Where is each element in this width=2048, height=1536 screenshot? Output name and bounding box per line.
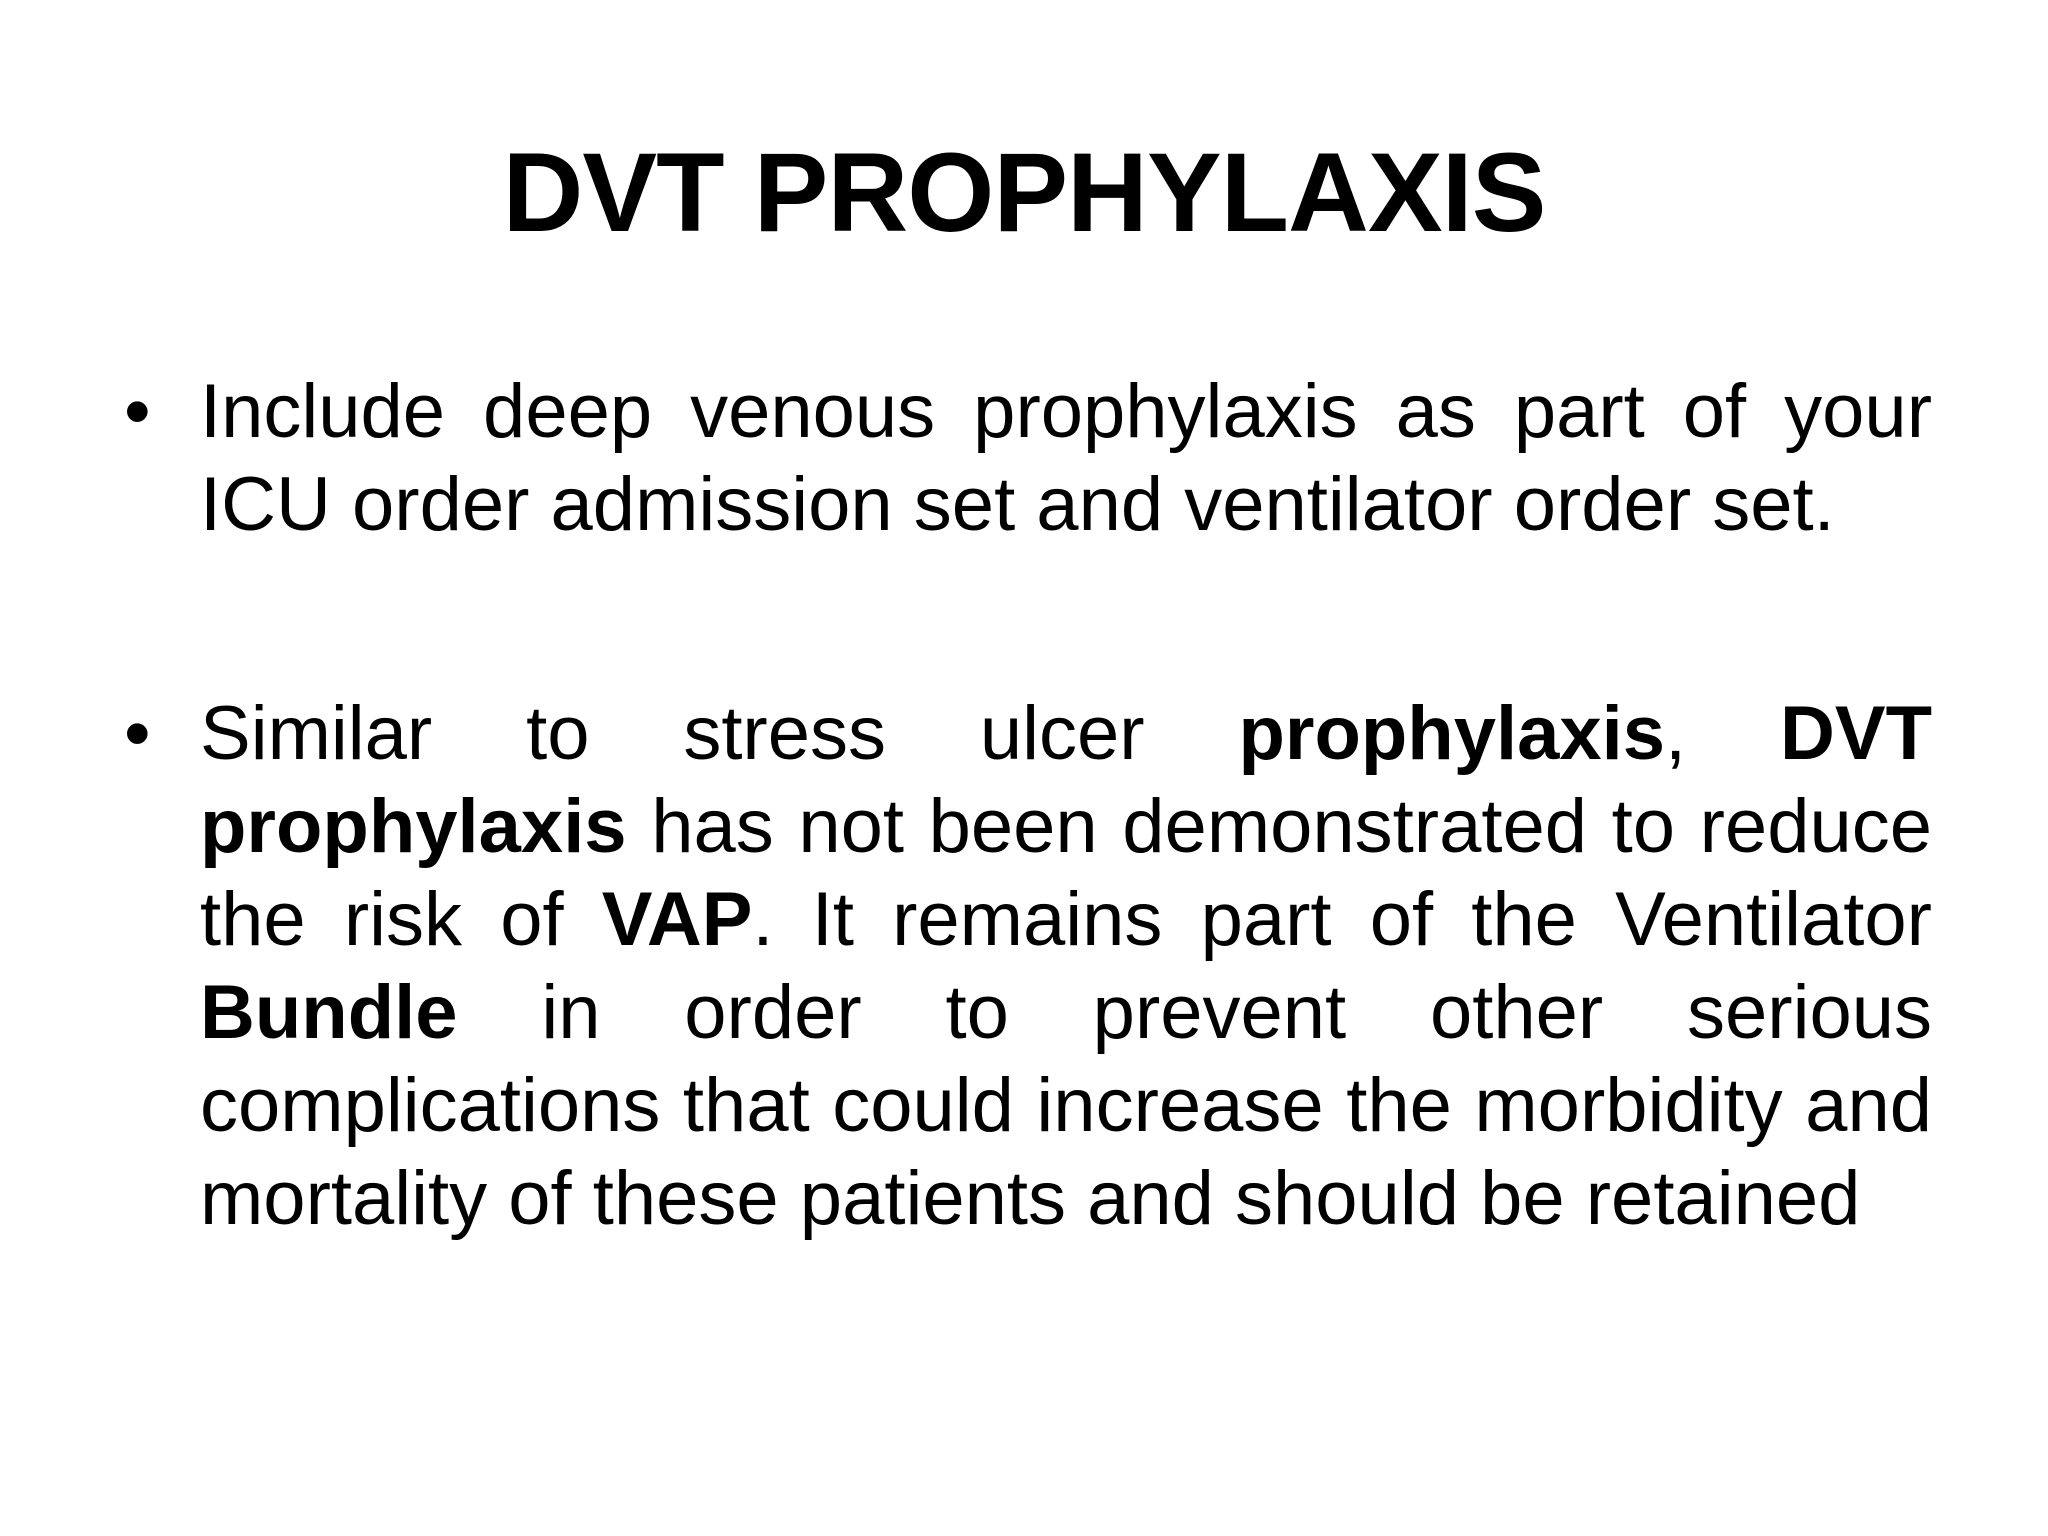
bullet-item-2 [200, 687, 1932, 1245]
bullet-icon: • [124, 691, 151, 776]
bullet-2-text: in order to prevent other serious complications that could increase the morbidity and mortality of these patients and should be retained [200, 970, 1932, 1241]
bullet-2-bold-bundle: Bundle [200, 970, 458, 1055]
bullet-icon: • [124, 369, 151, 454]
slide-title: DVT PROPHYLAXIS [502, 130, 1546, 255]
bullet-2-bold-dvt-prophylaxis: DVT prophylaxis [200, 691, 1932, 869]
bullet-2-bold-prophylaxis: prophylaxis [1238, 691, 1666, 776]
bullet-item-1 [200, 365, 1932, 551]
bullet-1-text: Include deep venous prophylaxis as part of your ICU order admission set and ventilator order set. [200, 369, 1932, 547]
bullet-2-text: has not been demonstrated to reduce the risk of [200, 784, 1932, 962]
bullet-2-text: . It remains part of the Ventilator [752, 877, 1932, 962]
bullet-2-bold-vap: VAP [601, 877, 753, 962]
bullet-2-text: Similar to stress ulcer [200, 691, 1239, 776]
bullet-2-text: , [1665, 691, 1780, 776]
